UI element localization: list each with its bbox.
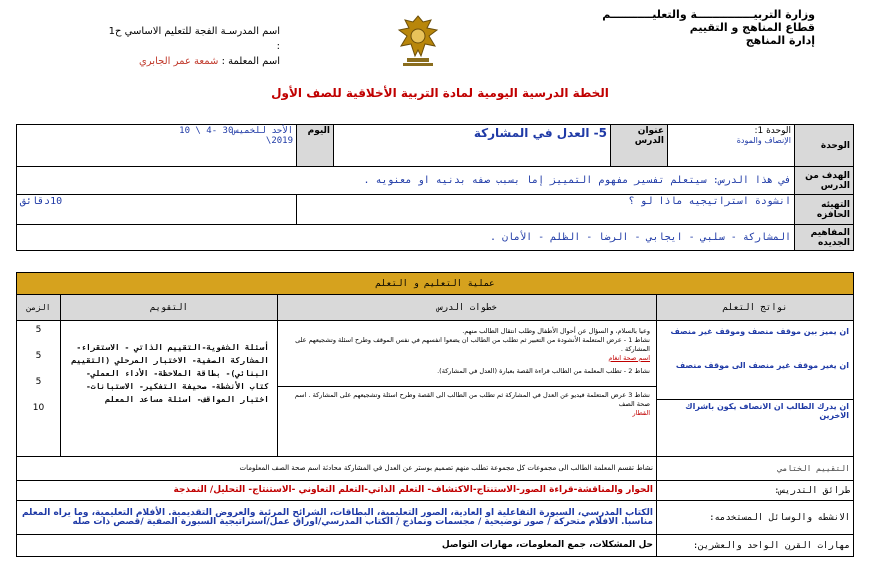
step-item: نشاط 2 - تطلب المعلمة من الطالب قراءة القصة بعبارة (العدل في المشاركة). (437, 367, 650, 375)
time-header: الزمن (17, 295, 61, 321)
closing-label: التقييم الختامي (657, 457, 854, 481)
ministry-line: إدارة المناهج (745, 34, 815, 47)
assessment-cell (61, 321, 278, 457)
assessment-text: أسئلة الشفوية-التقييم الذاتي - الاستقراء- المشاركة الصفية- الاختبار المرحلي (التقييم البنائي)- بطاقة الملاحظة- الأداء العملي- كتاب الأنشطة- صحيفة التفكير- الاستبانات- اختبار المواقف- اسئلة مساعد المعلم (71, 343, 269, 404)
outcome-item: ان يميز بين موقف منصف وموقف غير منصف (670, 327, 849, 336)
school-info (60, 24, 280, 69)
separator-colon: : (276, 41, 280, 52)
outcomes-header: نواتج التعلم (657, 295, 854, 321)
unit-number: الوحدة 1: (754, 126, 791, 136)
plan-title: الخطة الدرسية اليومية لمادة التربية الأخلاقية للصف الأول (271, 86, 609, 100)
unit-value (668, 125, 795, 167)
time-cell (17, 321, 61, 457)
school-name: اسم المدرسـة الفجة للتعليم الاساسي ح1 (108, 26, 280, 37)
step-item: نشاط 1 - عرض المتعلمة الأنشودة من التعبير ثم تطلب من الطالب ان يضعوا انفسهم في نفس الموقف وطرح اسئلة وتشجيعهم على المشاركة . (295, 336, 650, 353)
day-range: الأحد للخميس30 -4 \ 10 (179, 126, 293, 136)
vocab-text: المشاركة - سلبي - ايجابي - الرضا - الظلم - الأمان . (17, 225, 795, 251)
step-note: اسم صحة انغام (608, 354, 650, 362)
warmup-text: انشودة استراتيجيه ماذا لو ؟ (297, 195, 795, 225)
time-value: 5 (35, 351, 42, 361)
methods-text: الحوار والمناقشة-قراءة الصور-الاستنتاج-الاكتشاف- التعلم الذاتي-التعلم التعاوني -الاستنتاج- التحليل/ النمذجة (17, 481, 657, 501)
day-label: اليوم (297, 125, 334, 167)
unit-label: الوحدة (795, 125, 854, 167)
outcomes-cell (657, 321, 854, 457)
lesson-title: 5- العدل في المشاركة (473, 126, 607, 140)
step-item: وعيا بالسلام، و السؤال عن أحوال الأطفال وطلب انتقال الطالب منهم. (462, 327, 650, 335)
day-year: 2019\ (265, 136, 293, 146)
time-value: 10 (32, 403, 45, 413)
process-heading: عملية التعليم و التعلم (17, 273, 854, 295)
lesson-info-table (16, 124, 854, 251)
methods-label: طرائق التدريس: (657, 481, 854, 501)
unit-name: الإنصاف والمودة (736, 136, 791, 145)
assessment-header: التقويم (61, 295, 278, 321)
lesson-title-label: عنوان الدرس (611, 125, 668, 167)
step-note: القطار (632, 409, 650, 417)
day-value (17, 125, 297, 167)
steps-header: خطوات الدرس (278, 295, 657, 321)
goal-label: الهدف من الدرس (795, 167, 854, 195)
vocab-label: المفاهيم الجديده (795, 225, 854, 251)
outcome-item: ان يدرك الطالب ان الانصاف يكون باشراك الاخرين (685, 402, 849, 420)
teacher-name: شمعة عمر الجابري (138, 56, 219, 67)
time-value: 5 (35, 377, 42, 387)
goal-text: في هذا الدرس: سيتعلم تفسير مفهوم التمييز إما بسبب صفه بدنيه او معنويه . (17, 167, 795, 195)
lesson-title-cell (334, 125, 611, 167)
activities-text: الكتاب المدرسي، السبورة التفاعلية او العادية، الصور التعليمية، البطاقات، الشرائح المرئية والعروض التقديمية. الأفلام التعليمية، وما يراه المعلم مناسبا. الافلام متحركة / صور توضيحية / مجسمات ونماذج / الكتاب المدرسي/اوراق عمل/استراتيجية السبورة الصفية /قصص ذات صله (17, 501, 657, 535)
steps-cell (278, 321, 657, 457)
step-item: نشاط 3 عرض المتعلمة فيديو عن العدل في المشاركة ثم تطلب من الطالب الى القصة وطرح اسئلة وتشجيعهم على المشاركة . اسم صحة الصف (294, 391, 650, 408)
uae-emblem-logo (393, 12, 443, 68)
ministry-line: وزارة التربيـــــــــــــــة والتعليـــــــــــم (602, 8, 815, 21)
warmup-label: التهيئه الحافزه (795, 195, 854, 225)
time-value: 5 (35, 325, 42, 335)
warmup-time: 10دقائق (17, 195, 297, 225)
process-table (16, 272, 854, 557)
teacher-label: اسم المعلمة : (221, 56, 280, 67)
activities-label: الانشطه والوسائل المستخدمه: (657, 501, 854, 535)
outcome-item: ان يغير موقف غير منصف الى موقف منصف (675, 361, 849, 370)
ministry-header (602, 8, 815, 47)
closing-text: نشاط تقسم المعلمة الطالب الى مجموعات كل مجموعة تطلب منهم تصميم بوستر عن العدل في المشاركة محادثة اسم صحة الصف المعلومات (17, 457, 657, 481)
skills-label: مهارات القرن الواحد والعشرين: (657, 535, 854, 557)
skills-text: حل المشكلات، جمع المعلومات، مهارات التواصل (17, 535, 657, 557)
ministry-line: قطاع المناهج و التقييم (689, 21, 815, 34)
teacher-line (60, 54, 280, 69)
